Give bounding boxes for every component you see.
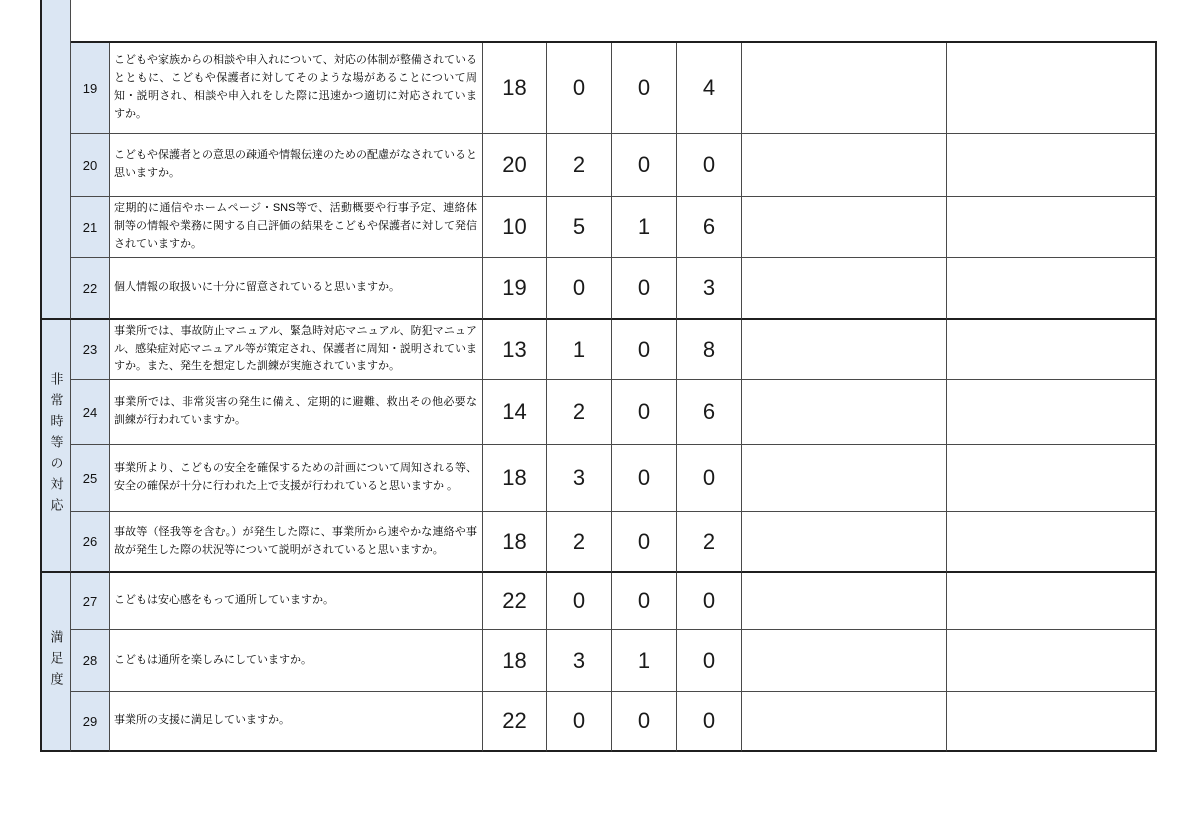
value-cell: 18	[483, 630, 547, 692]
row-number-cell: 25	[71, 445, 110, 512]
value-cell: 0	[612, 573, 677, 630]
comment-cell	[947, 197, 1157, 258]
question-cell: 定期的に通信やホームページ・SNS等で、活動概要や行事予定、連絡体制等の情報や業務に関する自己評価の結果をこどもや保護者に対して発信されていますか。	[110, 197, 483, 258]
question-cell: 事業所の支援に満足していますか。	[110, 692, 483, 752]
value-cell: 5	[547, 197, 612, 258]
row-number-cell: 19	[71, 43, 110, 134]
value-cell: 22	[483, 573, 547, 630]
value-cell: 14	[483, 380, 547, 445]
comment-cell	[947, 573, 1157, 630]
value-cell: 3	[547, 445, 612, 512]
value-cell: 10	[483, 197, 547, 258]
value-cell: 6	[677, 197, 742, 258]
value-cell: 1	[612, 197, 677, 258]
value-cell: 2	[547, 134, 612, 197]
row-number-cell: 28	[71, 630, 110, 692]
value-cell: 0	[677, 134, 742, 197]
row-number-cell: 21	[71, 197, 110, 258]
question-cell: 事業所より、こどもの安全を確保するための計画について周知される等、安全の確保が十分に行われた上で支援が行われていると思いますか 。	[110, 445, 483, 512]
comment-cell	[742, 197, 947, 258]
comment-cell	[742, 43, 947, 134]
comment-cell	[947, 380, 1157, 445]
value-cell: 0	[677, 573, 742, 630]
value-cell: 3	[547, 630, 612, 692]
value-cell: 0	[612, 258, 677, 320]
value-cell: 2	[547, 512, 612, 573]
value-cell: 1	[612, 630, 677, 692]
value-cell: 0	[677, 692, 742, 752]
value-cell: 0	[677, 630, 742, 692]
comment-cell	[742, 258, 947, 320]
value-cell: 2	[547, 380, 612, 445]
row-number-cell: 23	[71, 320, 110, 380]
comment-cell	[742, 630, 947, 692]
value-cell: 18	[483, 512, 547, 573]
comment-cell	[947, 445, 1157, 512]
value-cell: 18	[483, 445, 547, 512]
comment-cell	[947, 692, 1157, 752]
question-cell: こどもは安心感をもって通所していますか。	[110, 573, 483, 630]
comment-cell	[947, 258, 1157, 320]
comment-cell	[947, 134, 1157, 197]
value-cell: 19	[483, 258, 547, 320]
value-cell: 18	[483, 43, 547, 134]
comment-cell	[742, 692, 947, 752]
value-cell: 20	[483, 134, 547, 197]
value-cell: 0	[547, 692, 612, 752]
comment-cell	[947, 512, 1157, 573]
comment-cell	[947, 630, 1157, 692]
value-cell: 6	[677, 380, 742, 445]
value-cell: 0	[612, 380, 677, 445]
question-cell: 事業所では、非常災害の発生に備え、定期的に避難、救出その他必要な訓練が行われていますか。	[110, 380, 483, 445]
category-cell-emergency-response	[40, 320, 71, 573]
value-cell: 4	[677, 43, 742, 134]
value-cell: 0	[612, 692, 677, 752]
comment-cell	[947, 320, 1157, 380]
value-cell: 0	[612, 512, 677, 573]
value-cell: 22	[483, 692, 547, 752]
value-cell: 0	[612, 134, 677, 197]
row-number-cell: 26	[71, 512, 110, 573]
category-label: 満足度	[48, 630, 64, 693]
value-cell: 1	[547, 320, 612, 380]
comment-cell	[742, 380, 947, 445]
value-cell: 8	[677, 320, 742, 380]
value-cell: 0	[547, 258, 612, 320]
row-number-cell: 22	[71, 258, 110, 320]
question-cell: 事業所では、事故防止マニュアル、緊急時対応マニュアル、防犯マニュアル、感染症対応マニュアル等が策定され、保護者に周知・説明されていますか。また、発生を想定した訓練が実施されていますか。	[110, 320, 483, 380]
value-cell: 13	[483, 320, 547, 380]
comment-cell	[742, 320, 947, 380]
value-cell: 0	[547, 573, 612, 630]
category-label: 非常時等の対応	[48, 372, 64, 519]
value-cell: 3	[677, 258, 742, 320]
value-cell: 2	[677, 512, 742, 573]
question-cell: こどもや保護者との意思の疎通や情報伝達のための配慮がなされていると思いますか。	[110, 134, 483, 197]
row-number-cell: 29	[71, 692, 110, 752]
comment-cell	[742, 573, 947, 630]
comment-cell	[742, 134, 947, 197]
comment-cell	[742, 445, 947, 512]
question-cell: こどもは通所を楽しみにしていますか。	[110, 630, 483, 692]
question-cell: 個人情報の取扱いに十分に留意されていると思いますか。	[110, 258, 483, 320]
row-number-cell: 27	[71, 573, 110, 630]
table-top-margin	[71, 0, 1157, 43]
value-cell: 0	[547, 43, 612, 134]
value-cell: 0	[612, 43, 677, 134]
value-cell: 0	[612, 320, 677, 380]
survey-results-table	[40, 0, 1157, 752]
comment-cell	[947, 43, 1157, 134]
category-cell-continued	[40, 0, 71, 320]
question-cell: 事故等（怪我等を含む。）が発生した際に、事業所から速やかな連絡や事故が発生した際の状況等について説明がされていると思いますか。	[110, 512, 483, 573]
question-cell: こどもや家族からの相談や申入れについて、対応の体制が整備されているとともに、こどもや保護者に対してそのような場があることについて周知・説明され、相談や申入れをした際に迅速かつ適切に対応されていますか。	[110, 43, 483, 134]
value-cell: 0	[612, 445, 677, 512]
value-cell: 0	[677, 445, 742, 512]
row-number-cell: 24	[71, 380, 110, 445]
row-number-cell: 20	[71, 134, 110, 197]
category-cell-satisfaction	[40, 573, 71, 752]
comment-cell	[742, 512, 947, 573]
